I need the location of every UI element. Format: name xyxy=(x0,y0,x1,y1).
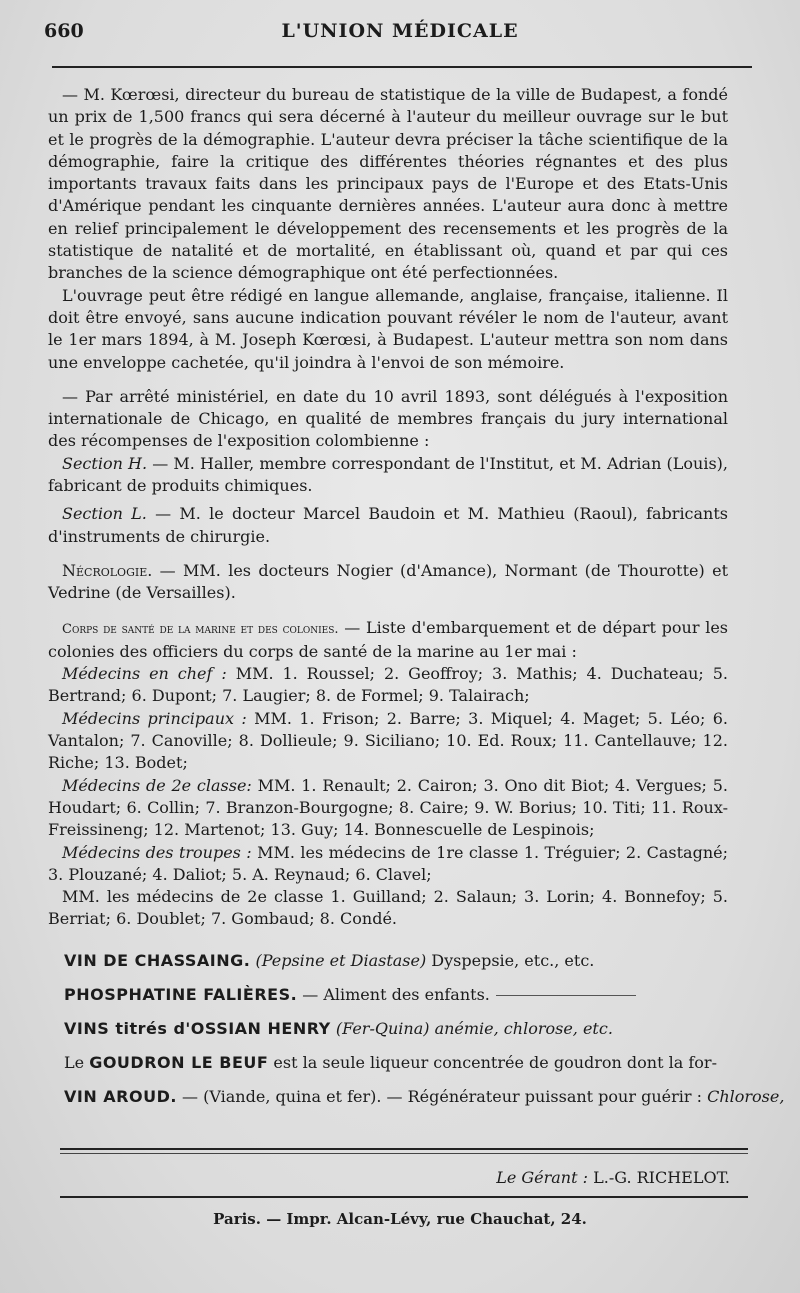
ad-vin-aroud xyxy=(64,1084,785,1110)
footer-rule-thin xyxy=(60,1153,748,1154)
ad-dash-rule xyxy=(496,995,636,996)
paragraph-chicago: — Par arrêté ministériel, en date du 10 avril 1893, sont délégués à l'exposition internationale de Chicago, en qualité de membres français du jury international des récompenses de l'exposition colombienne : xyxy=(48,386,728,451)
ad-vin-aroud-text: — (Viande, quina et fer). — Régénérateur puissant pour guérir : xyxy=(176,1087,708,1106)
section-h-text: — M. Haller, membre correspondant de l'Institut, et M. Adrian (Louis), fabricant de produits chimiques. xyxy=(48,453,728,496)
ad-goudron-text: est la seule liqueur concentrée de goudron dont la for- xyxy=(268,1053,717,1072)
footer-rule-bottom xyxy=(60,1196,748,1198)
paragraph-medecins-principaux xyxy=(48,708,728,775)
ad-vin-aroud-name: VIN AROUD. xyxy=(64,1087,177,1106)
gerant-name: L.-G. RICHELOT. xyxy=(593,1168,730,1187)
gerant-label: Le Gérant : xyxy=(496,1168,589,1187)
running-head: L'UNION MÉDICALE xyxy=(281,20,519,42)
medecins-chef-label: Médecins en chef : xyxy=(62,664,227,684)
page-number: 660 xyxy=(44,20,84,42)
necrologie-label: Nécrologie. xyxy=(62,560,153,580)
section-l-label: Section L. xyxy=(62,504,147,524)
ad-ossian-henry xyxy=(64,1016,724,1042)
paragraph-necrologie xyxy=(48,560,728,605)
gerant-signature xyxy=(496,1168,730,1187)
paragraph-submission: L'ouvrage peut être rédigé en langue allemande, anglaise, française, italienne. Il doit être envoyé, sans aucune indication pouvant révéler le nom de l'auteur, avant le 1er mars 1894, à M. Joseph Kœrœsi, à Budapest. L'auteur mettra son nom dans une enveloppe cachetée, qu'il joindra à l'envoi de son mémoire. xyxy=(48,285,728,372)
ad-phosphatine-text: — Aliment des enfants. xyxy=(297,985,490,1004)
ad-goudron xyxy=(64,1050,724,1076)
medecins-2e-classe-text: MM. 1. Renault; 2. Cairon; 3. Ono dit Biot; 4. Vergues; 5. Houdart; 6. Collin; 7. Branzon-Bourgogne; 8. Caire; 9. W. Borius; 10. Titi; 11. Roux-Freissineng; 12. Martenot; 13. Guy; 14. Bonnescuelle de Lespinois; xyxy=(48,775,729,840)
section-h-label: Section H. xyxy=(62,453,148,473)
ad-ossian-henry-name: VINS titrés d'OSSIAN HENRY xyxy=(64,1019,331,1038)
necrologie-text: — MM. les docteurs Nogier (d'Amance), Normant (de Thourotte) et Vedrine (de Versailles). xyxy=(48,560,728,603)
paragraph-medecins-2e-classe xyxy=(48,775,728,842)
ad-vin-chassaing-text: Dyspepsie, etc., etc. xyxy=(426,951,595,970)
paragraph-corps-sante xyxy=(48,617,728,664)
ad-goudron-prefix: Le xyxy=(64,1053,90,1072)
medecins-troupes-text: MM. les médecins de 1re classe 1. Tréguier; 2. Castagné; 3. Plouzané; 4. Daliot; 5. A. Reynaud; 6. Clavel; xyxy=(48,842,728,884)
printer-imprint: Paris. — Impr. Alcan-Lévy, rue Chauchat, 24. xyxy=(213,1210,587,1228)
header-rule xyxy=(52,66,752,68)
footer-rule-top xyxy=(60,1148,748,1150)
section-l-text: — M. le docteur Marcel Baudoin et M. Mathieu (Raoul), fabricants d'instruments de chirurgie. xyxy=(48,504,729,546)
paragraph-section-l xyxy=(48,503,728,548)
ad-goudron-name: GOUDRON LE BEUF xyxy=(89,1053,269,1072)
page-header xyxy=(44,20,756,50)
paragraph-prize: — M. Kœrœsi, directeur du bureau de statistique de la ville de Budapest, a fondé un prix de 1,500 francs qui sera décerné à l'auteur du meilleur ouvrage sur le but et le progrès de la démographie. L'auteur devra préciser la tâche scientifique de la démographie, faire la critique des différentes théories régnantes et des plus importants travaux faits dans les principaux pays de l'Europe et des Etats-Unis d'Amérique pendant les cinquante dernières années. L'auteur aura donc à mettre en relief principalement le développement des recensements et les progrès de la statistique de natalité et de mortalité, en établissant où, quand et par qui ces branches de la science démographique ont été perfectionnées. xyxy=(48,85,728,283)
medecins-principaux-label: Médecins principaux : xyxy=(62,708,247,728)
ad-vin-chassaing xyxy=(64,948,724,974)
ad-ossian-henry-italic: (Fer-Quina) anémie, chlorose, etc. xyxy=(335,1019,613,1038)
paragraph-medecins-2e-liste: MM. les médecins de 2e classe 1. Guilland; 2. Salaun; 3. Lorin; 4. Bonnefoy; 5. Berriat; 6. Doublet; 7. Gombaud; 8. Condé. xyxy=(48,887,728,929)
advertisements xyxy=(64,948,785,1118)
ad-vin-chassaing-italic: (Pepsine et Diastase) xyxy=(255,951,427,970)
medecins-troupes-label: Médecins des troupes : xyxy=(62,842,252,862)
ad-vin-chassaing-name: VIN DE CHASSAING. xyxy=(64,951,251,970)
medecins-chef-text: MM. 1. Roussel; 2. Geoffroy; 3. Mathis; 4. Duchateau; 5. Bertrand; 6. Dupont; 7. Laugier; 8. de Formel; 9. Talairach; xyxy=(48,664,729,706)
corps-sante-text: — Liste d'embarquement et de départ pour les colonies des officiers du corps de santé de la marine au 1er mai : xyxy=(48,617,728,661)
ad-phosphatine xyxy=(64,982,724,1008)
ad-phosphatine-name: PHOSPHATINE FALIÈRES. xyxy=(64,985,298,1004)
medecins-2e-classe-label: Médecins de 2e classe: xyxy=(62,775,252,795)
corps-sante-label: Corps de santé de la marine et des colonies. xyxy=(62,621,339,637)
medecins-principaux-text: MM. 1. Frison; 2. Barre; 3. Miquel; 4. Maget; 5. Léo; 6. Vantalon; 7. Canoville; 8. Dollieule; 9. Siciliano; 10. Ed. Roux; 11. Cantellauve; 12. Riche; 13. Bodet; xyxy=(48,708,729,773)
article-body xyxy=(48,84,728,931)
paragraph-section-h xyxy=(48,453,728,498)
paragraph-medecins-troupes xyxy=(48,842,728,887)
ad-vin-aroud-italic: Chlorose, xyxy=(707,1087,785,1106)
paragraph-medecins-chef xyxy=(48,663,728,708)
